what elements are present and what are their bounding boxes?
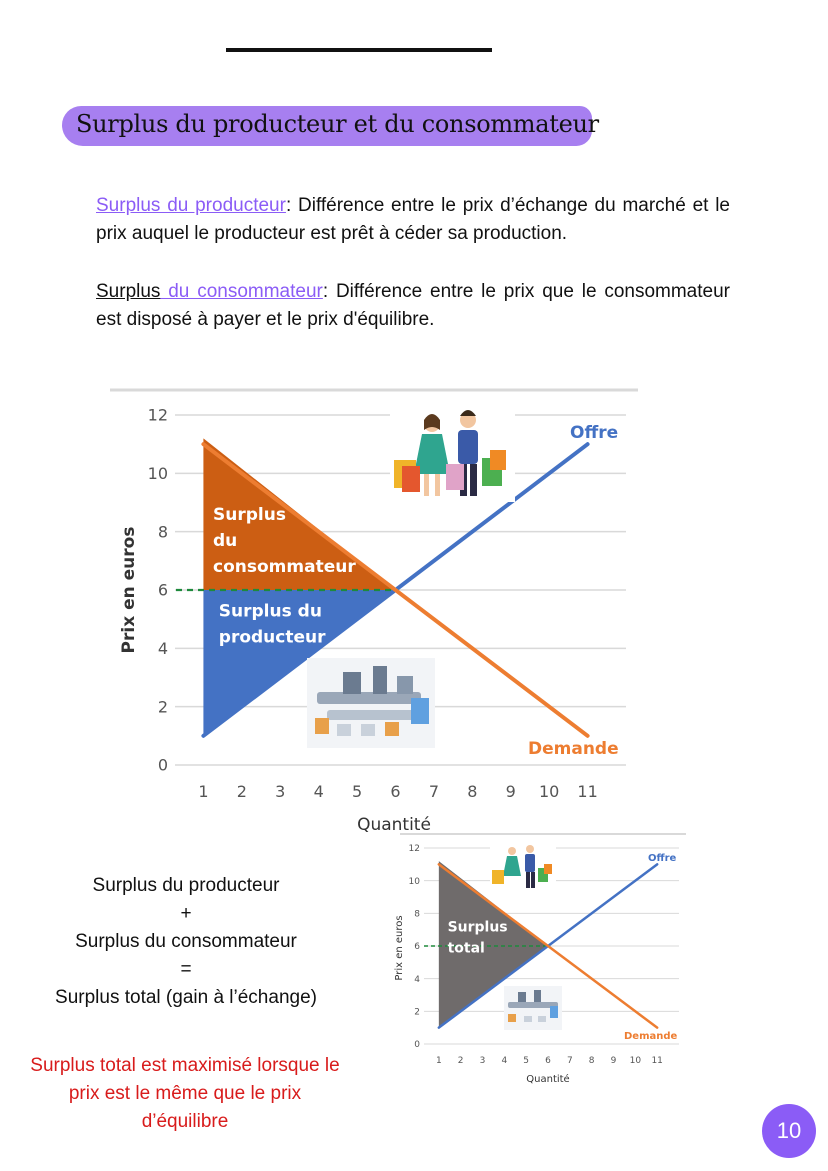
y-tick-label: 8 [414, 909, 420, 920]
y-axis-label: Prix en euros [119, 526, 139, 654]
shoppers-illustration [390, 410, 515, 502]
x-tick-label: 9 [610, 1056, 617, 1066]
y-tick-label: 6 [414, 942, 420, 953]
x-tick-label: 7 [428, 782, 440, 801]
demand-line-label: Demande [624, 1031, 678, 1042]
x-tick-label: 6 [390, 782, 401, 801]
top-rule [226, 48, 492, 52]
x-tick-label: 5 [351, 782, 363, 801]
equation-consumer: Surplus du consommateur [75, 931, 297, 952]
y-tick-label: 12 [408, 844, 420, 855]
consumer-surplus-term-a: Surplus [96, 281, 161, 302]
factory-illustration [307, 658, 435, 748]
equation-producer: Surplus du producteur [92, 875, 280, 896]
equation-plus: + [180, 903, 192, 924]
x-axis-label: Quantité [526, 1074, 570, 1085]
factory-illustration [504, 986, 562, 1030]
y-tick-label: 12 [147, 405, 168, 425]
x-tick-label: 5 [523, 1056, 530, 1066]
consumer-surplus-term-b[interactable]: du consommateur [160, 281, 323, 302]
x-tick-label: 10 [629, 1056, 642, 1066]
x-tick-label: 8 [467, 782, 478, 801]
page-number-badge: 10 [762, 1104, 816, 1158]
total-surplus-area-label: total [447, 940, 485, 957]
surplus-equation [26, 872, 346, 1012]
consumer-surplus-area-label: consommateur [213, 557, 356, 577]
y-tick-label: 0 [157, 755, 168, 775]
y-tick-label: 10 [147, 463, 168, 483]
x-tick-label: 2 [457, 1056, 464, 1066]
y-tick-label: 4 [157, 638, 168, 658]
maximization-note: Surplus total est maximisé lorsque le prix est le même que le prix d’équilibre [30, 1055, 340, 1132]
definition-producer [96, 192, 730, 248]
producer-surplus-definition: : Différence entre le prix d’échange du marché et le prix auquel le producteur est prêt à céder sa production. [96, 195, 731, 244]
x-tick-label: 1 [198, 782, 209, 801]
x-tick-label: 10 [538, 782, 560, 801]
y-tick-label: 10 [408, 876, 420, 887]
x-tick-label: 3 [479, 1056, 486, 1066]
y-tick-label: 8 [157, 522, 168, 542]
x-tick-label: 11 [577, 782, 598, 801]
demand-line-label: Demande [528, 739, 619, 759]
consumer-surplus-area-label: Surplus [213, 505, 286, 525]
surplus-chart-main [100, 380, 650, 832]
y-tick-label: 2 [157, 697, 168, 717]
supply-line-label: Offre [570, 423, 619, 443]
y-tick-label: 6 [157, 580, 168, 600]
x-tick-label: 8 [588, 1056, 595, 1066]
total-surplus-area-label: Surplus [447, 919, 508, 936]
x-tick-label: 11 [651, 1056, 663, 1066]
shoppers-illustration [490, 844, 556, 892]
x-tick-label: 4 [313, 782, 324, 801]
consumer-surplus-area-label: du [213, 531, 238, 551]
y-tick-label: 4 [414, 974, 420, 985]
surplus-chart-total [392, 830, 688, 1092]
x-tick-label: 1 [435, 1056, 442, 1066]
producer-surplus-term[interactable]: Surplus du producteur [96, 195, 286, 216]
y-tick-label: 2 [414, 1007, 420, 1018]
supply-line-label: Offre [648, 853, 677, 864]
equation-equals: = [180, 959, 192, 980]
x-tick-label: 9 [505, 782, 516, 801]
x-axis-label: Quantité [357, 815, 431, 832]
x-tick-label: 3 [275, 782, 286, 801]
x-tick-label: 2 [236, 782, 247, 801]
x-tick-label: 4 [501, 1056, 508, 1066]
definition-consumer [96, 278, 730, 334]
y-axis-label: Prix en euros [394, 915, 405, 981]
x-tick-label: 6 [545, 1056, 551, 1066]
y-tick-label: 0 [414, 1040, 420, 1051]
equation-total: Surplus total (gain à l’échange) [55, 987, 317, 1008]
page-title: Surplus du producteur et du consommateur [76, 110, 599, 138]
consumer-surplus-definition: : Différence entre le prix que le consommateur est disposé à payer et le prix d'équilibre. [96, 281, 730, 330]
producer-surplus-area-label: Surplus du [218, 601, 322, 622]
producer-surplus-area-label: producteur [218, 627, 326, 648]
x-tick-label: 7 [566, 1056, 573, 1066]
